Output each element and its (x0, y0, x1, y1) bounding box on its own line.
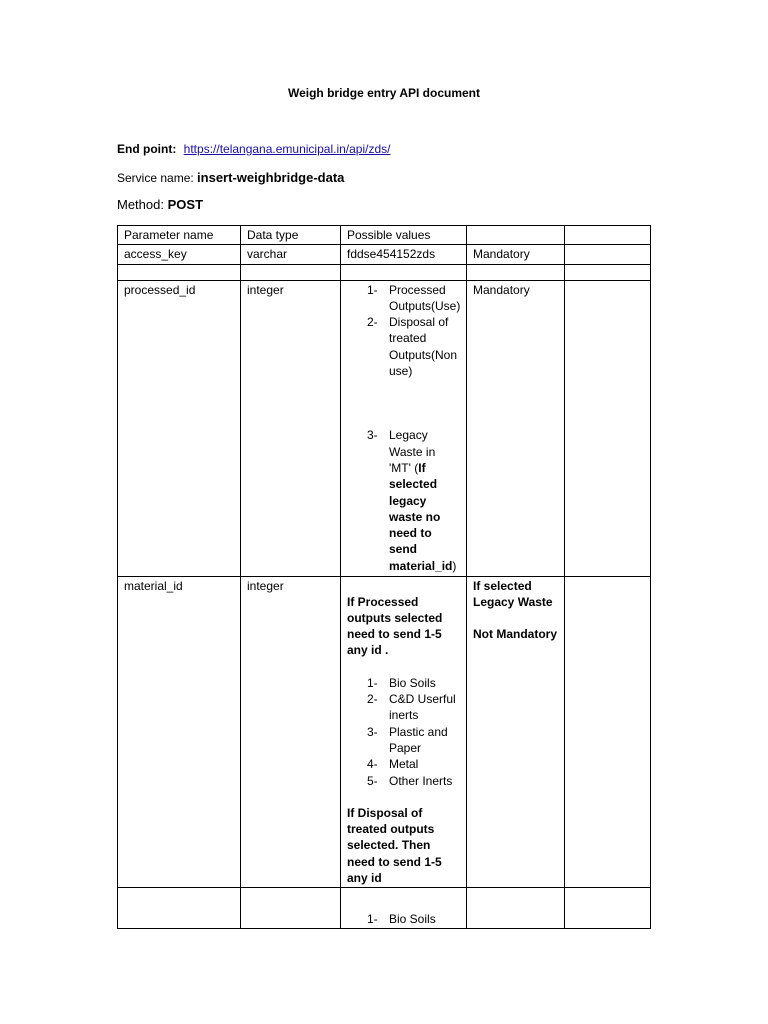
param-values (341, 280, 467, 576)
table-row-continued (118, 888, 651, 929)
param-values (341, 888, 467, 929)
parameters-table (117, 225, 651, 929)
param-values: fddse454152zds (341, 245, 467, 264)
table-row-processed-id (118, 280, 651, 576)
param-type: integer (241, 280, 341, 576)
list-item: 1- Processed Outputs(Use) (367, 282, 461, 313)
table-header-row (118, 226, 651, 245)
header-possible-values: Possible values (341, 226, 467, 245)
empty-cell (565, 280, 651, 576)
list-item: 1- Bio Soils (367, 912, 436, 927)
param-requirement (467, 576, 565, 888)
header-empty-4 (467, 226, 565, 245)
param-values (341, 576, 467, 888)
empty-cell (241, 264, 341, 280)
param-type: varchar (241, 245, 341, 264)
empty-cell (341, 264, 467, 280)
disposal-outputs-note: If Disposal of treated outputs selected. Then need to send 1-5 any id (347, 805, 442, 886)
table-row-blank (118, 264, 651, 280)
param-name: material_id (118, 576, 241, 888)
header-data-type: Data type (241, 226, 341, 245)
service-label: Service name: (117, 171, 194, 185)
disposal-options-list (347, 911, 460, 927)
param-name: access_key (118, 245, 241, 264)
header-parameter-name: Parameter name (118, 226, 241, 245)
list-item: 3- Legacy Waste in 'MT' (If selected legacy waste no need to send material_id) (367, 428, 457, 573)
param-type: integer (241, 576, 341, 888)
document-title: Weigh bridge entry API document (287, 86, 481, 100)
service-value: insert-weighbridge-data (197, 170, 345, 185)
method-label: Method: (117, 197, 164, 212)
empty-cell (565, 264, 651, 280)
list-item: 5- Other Inerts (367, 773, 453, 788)
processed-option-3 (347, 427, 460, 574)
list-item: 1- Bio Soils (367, 675, 436, 690)
endpoint-link[interactable]: https://telangana.emunicipal.in/api/zds/ (183, 142, 391, 156)
processed-outputs-note: If Processed outputs selected need to send 1-5 any id . (347, 594, 443, 658)
material-options-list (347, 675, 460, 789)
empty-cell (118, 264, 241, 280)
processed-options-list (347, 282, 460, 380)
requirement-status: Not Mandatory (473, 627, 557, 642)
table-row-material-id (118, 576, 651, 888)
empty-cell (467, 264, 565, 280)
list-item: 3- Plastic and Paper (367, 724, 448, 755)
param-requirement: Mandatory (467, 245, 565, 264)
table-row-access-key (118, 245, 651, 264)
empty-cell (467, 888, 565, 929)
empty-cell (565, 888, 651, 929)
list-item: 4- Metal (367, 757, 419, 772)
list-item: 2- C&D Userful inerts (367, 692, 456, 723)
endpoint-label: End point: (117, 142, 177, 156)
header-empty-5 (565, 226, 651, 245)
list-item: 2- Disposal of treated Outputs(Non use) (367, 315, 458, 379)
requirement-condition: If selected Legacy Waste (473, 578, 553, 609)
param-requirement: Mandatory (467, 280, 565, 576)
empty-cell (241, 888, 341, 929)
empty-cell (565, 576, 651, 888)
param-name: processed_id (118, 280, 241, 576)
service-name-line (117, 170, 344, 185)
empty-cell (118, 888, 241, 929)
empty-cell (565, 245, 651, 264)
endpoint-line (117, 142, 390, 156)
method-line (117, 197, 203, 212)
method-value: POST (167, 197, 204, 212)
